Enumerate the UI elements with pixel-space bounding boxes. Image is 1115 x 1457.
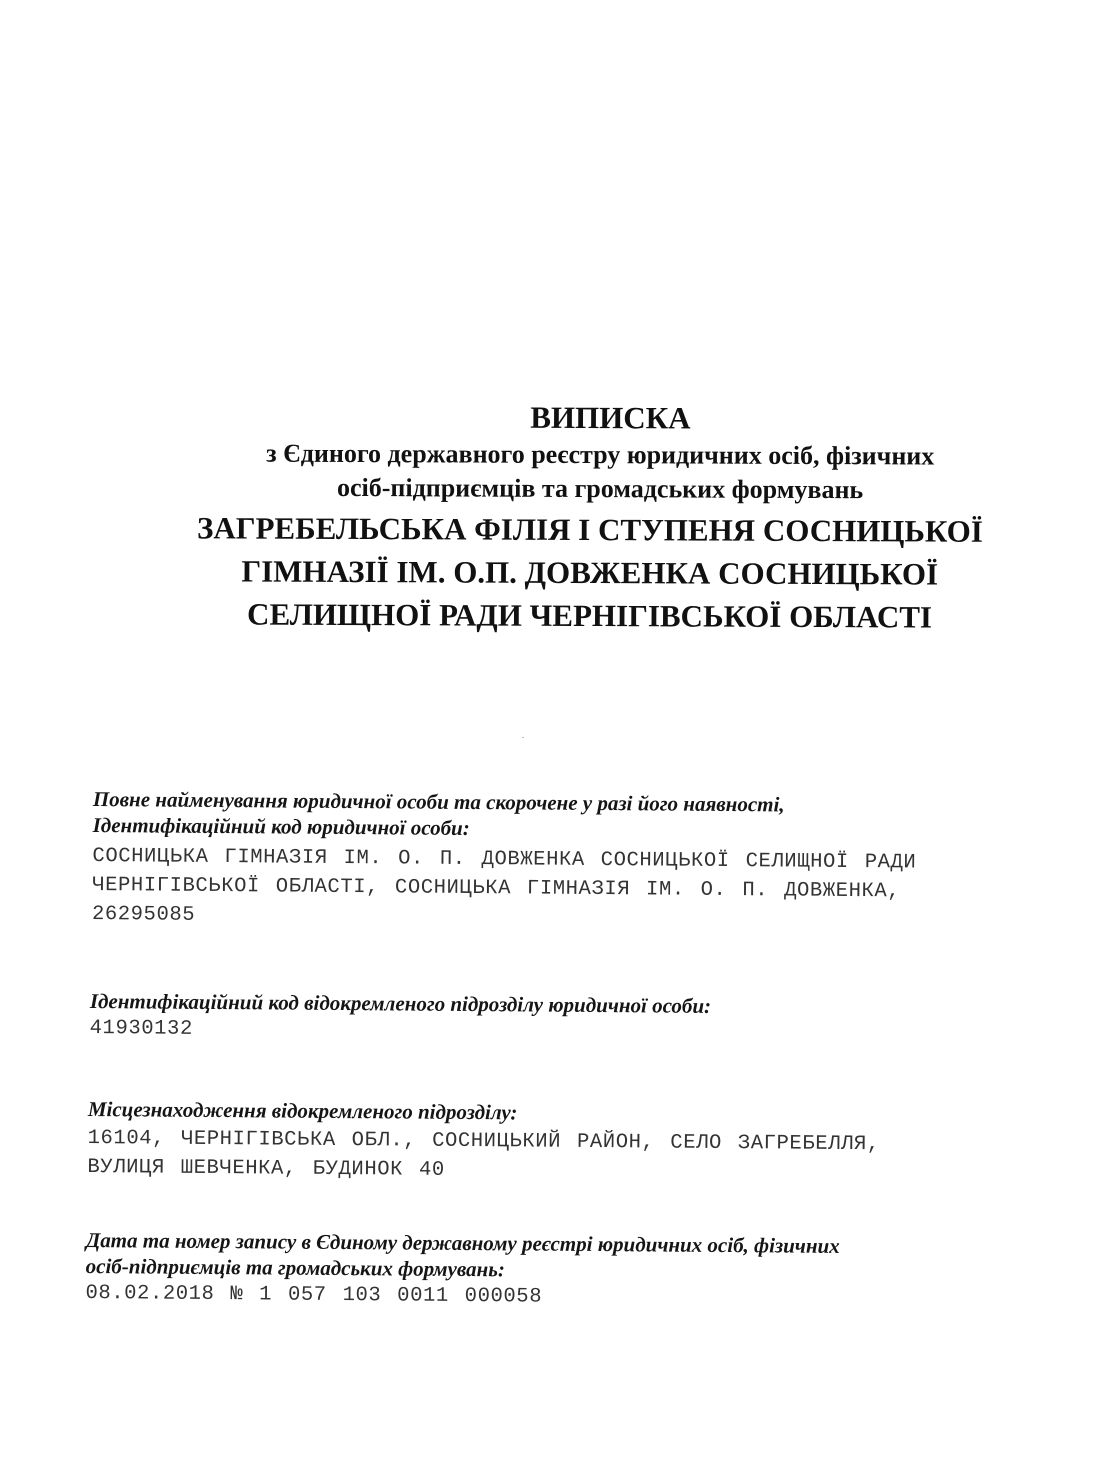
value-line: 08.02.2018 № 1 057 103 0011 000058 xyxy=(85,1281,543,1309)
label-line: осіб-підприємців та громадських формувань: xyxy=(85,1253,505,1282)
section-value xyxy=(92,842,1053,937)
organization-name xyxy=(139,506,1040,639)
organization-name-line: СЕЛИЩНОЇ РАДИ ЧЕРНІГІВСЬКОЇ ОБЛАСТІ xyxy=(247,596,933,635)
document-subtitle xyxy=(170,436,1030,508)
value-line: ЧЕРНІГІВСЬКОЇ ОБЛАСТІ, СОСНИЦЬКА ГІМНАЗІЯ ІМ. О. П. ДОВЖЕНКА, xyxy=(92,873,901,904)
document-header xyxy=(99,396,1060,639)
value-line: 16104, ЧЕРНІГІВСЬКА ОБЛ., СОСНИЦЬКИЙ РАЙОН, СЕЛО ЗАГРЕБЕЛЛЯ, xyxy=(87,1126,880,1157)
legal-entity-code: 26295085 xyxy=(91,902,196,927)
branch-address-value xyxy=(87,1124,1047,1190)
branch-code-value xyxy=(90,1014,1050,1051)
organization-name-line: ЗАГРЕБЕЛЬСЬКА ФІЛІЯ І СТУПЕНЯ СОСНИЦЬКОЇ xyxy=(196,510,983,549)
subtitle-line: з Єдиного державного реєстру юридичних осіб, фізичних xyxy=(266,438,935,471)
document-title: ВИПИСКА xyxy=(530,399,691,436)
label-line: Ідентифікаційний код юридичної особи: xyxy=(92,812,470,840)
section-label xyxy=(86,1227,1046,1287)
section-label: Місцезнаходження відокремленого підрозділу: xyxy=(87,1097,518,1125)
section-registry-record xyxy=(85,1227,1046,1316)
value-line: ВУЛИЦЯ ШЕВЧЕНКА, БУДИНОК 40 xyxy=(87,1155,445,1182)
organization-name-line: ГІМНАЗІЇ ІМ. О.П. ДОВЖЕНКА СОСНИЦЬКОЇ xyxy=(241,553,939,592)
section-label: Ідентифікаційний код відокремленого підрозділу юридичної особи: xyxy=(89,988,712,1018)
section-label xyxy=(93,786,1053,846)
registry-record-value xyxy=(85,1279,1045,1316)
section-legal-entity xyxy=(92,786,1053,937)
subtitle-line: осіб-підприємців та громадських формувань xyxy=(336,472,864,505)
label-line: Дата та номер запису в Єдиному державному реєстрі юридичних осіб, фізичних xyxy=(85,1228,840,1258)
value-line: СОСНИЦЬКА ГІМНАЗІЯ ІМ. О. П. ДОВЖЕНКА СОСНИЦЬКОЇ СЕЛИЩНОЇ РАДИ xyxy=(92,844,917,875)
section-branch-code xyxy=(90,988,1050,1051)
section-branch-location xyxy=(87,1096,1048,1190)
label-line: Повне найменування юридичної особи та скорочене у разі його наявності, xyxy=(92,786,785,817)
scan-speck xyxy=(522,737,524,738)
value-line: 41930132 xyxy=(89,1016,193,1041)
